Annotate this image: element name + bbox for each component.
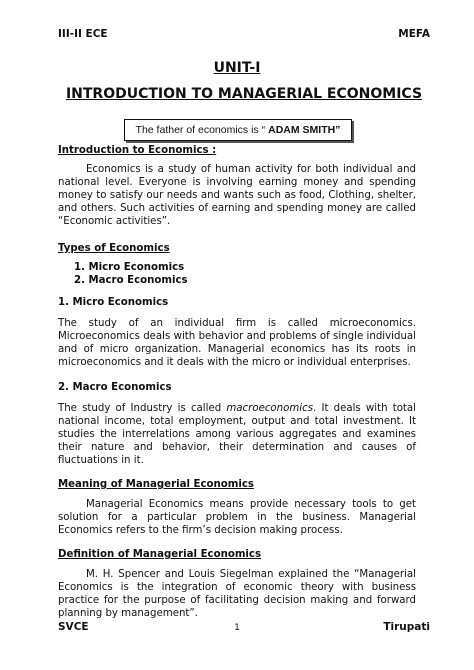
- section-heading-definition: Definition of Managerial Economics: [58, 549, 262, 560]
- unit-title: UNIT-I: [213, 60, 261, 76]
- page-number: 1: [234, 623, 240, 633]
- highlight-box: [124, 119, 352, 141]
- footer-institution: SVCE: [58, 621, 89, 633]
- list-item: 2. Macro Economics: [74, 275, 188, 286]
- paragraph-meaning: Managerial Economics means provide necessary tools to get solution for a particular problem in the business. Managerial Economics refers to the firm’s decision making process.: [58, 499, 416, 536]
- page-title: INTRODUCTION TO MANAGERIAL ECONOMICS: [65, 86, 423, 102]
- document-body: [58, 144, 416, 620]
- paragraph-macro: [58, 402, 416, 467]
- section-heading-intro: Introduction to Economics :: [58, 145, 217, 156]
- paragraph-definition: M. H. Spencer and Louis Siegelman explained the “Managerial Economics is the integration of economic theory with business practice for the purpose of facilitating decision making and forward planning by management”.: [58, 569, 416, 619]
- section-heading-macro: 2. Macro Economics: [58, 382, 172, 393]
- paragraph-micro: The study of an individual firm is called microeconomics. Microeconomics deals with behavior and problems of single individual and of micro organization. Managerial economics has its roots in microeconomics and it deals with the micro or individual enterprises.: [58, 318, 416, 368]
- paragraph-intro: Economics is a study of human activity for both individual and national level. Everyone is involving earning money and spending money to satisfy our needs and wants such as food, Clothing, shelter, and others. Such activities of earning and spending money are called “Economic activities”.: [58, 164, 416, 227]
- highlight-bold: ADAM SMITH”: [268, 124, 341, 136]
- highlight-text: The father of economics is “: [135, 124, 266, 136]
- types-list: [58, 261, 416, 287]
- macro-text-pre: The study of Industry is called: [58, 403, 227, 414]
- section-heading-meaning: Meaning of Managerial Economics: [58, 479, 254, 490]
- footer-location: Tirupati: [383, 621, 430, 633]
- list-item: 1. Micro Economics: [74, 262, 185, 273]
- header-subject: MEFA: [398, 28, 430, 40]
- section-heading-micro: 1. Micro Economics: [58, 297, 169, 308]
- section-heading-types: Types of Economics: [58, 243, 170, 254]
- header-course: III-II ECE: [58, 28, 108, 40]
- macro-text-post: . It deals with total national income, total employment, output and total investment. It studies the interrelations among various aggregates and examines their nature and behavior, their determination and causes of fluctuations in it.: [58, 403, 417, 466]
- macro-text-emphasis: macroeconomics: [226, 403, 314, 414]
